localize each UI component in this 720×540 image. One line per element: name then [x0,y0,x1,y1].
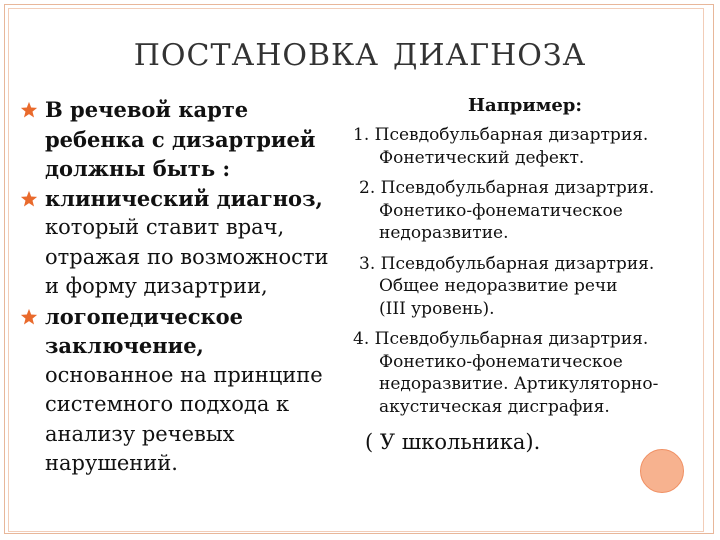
bullet-item-speech-card [18,95,348,184]
item3-line-3: анализу речевых [45,421,235,446]
item2-line-1: который ставит врач, [45,215,285,239]
example-1 [345,124,705,169]
example-2-line-2: Фонетико-фонематическое [379,200,623,221]
example-4-line-4: акустическая дисграфия. [379,396,610,417]
decorative-circle [640,449,684,493]
right-column [345,94,705,454]
item3-line-2: системного подхода к [45,392,290,416]
bullet-item-clinical-diagnosis [18,184,348,302]
star-bullet-icon [20,308,38,326]
example-1-line-2: Фонетический дефект. [379,147,585,168]
slide-title [0,38,720,73]
example-3-line-1: 3. Псевдобульбарная дизартрия. [359,253,655,274]
star-bullet-icon [20,190,38,208]
example-4-line-2: Фонетико-фонематическое [379,351,623,372]
title-part-2: ДИАГНОЗА [392,38,587,73]
example-4-line-1: 4. Псевдобульбарная дизартрия. [353,329,649,349]
examples-heading: Например: [467,95,583,116]
school-note: ( У школьника). [365,430,541,454]
title-part-1: ПОСТАНОВКА [133,38,379,73]
example-2-line-1: 2. Псевдобульбарная дизартрия. [359,178,655,198]
item2-bold-line-1: клинический диагноз, [45,185,323,211]
item1-line-2: ребенка с дизартрией [45,126,316,152]
example-4-line-3: недоразвитие. Артикуляторно- [379,374,659,394]
example-4 [345,328,705,418]
bullet-item-speech-therapy-conclusion [18,302,348,479]
item2-line-2: отражая по возможности [45,244,329,269]
star-bullet-icon [20,101,38,119]
left-column [18,95,348,479]
example-1-line-1: 1. Псевдобульбарная дизартрия. [353,125,649,145]
example-3-line-3: (III уровень). [379,298,495,319]
example-3-line-2: Общее недоразвитие речи [379,276,618,296]
example-2-line-3: недоразвитие. [379,223,509,243]
item3-line-4: нарушений. [45,451,178,475]
item3-line-1: основанное на принципе [45,362,323,387]
item1-line-1: В речевой карте [45,97,249,122]
item2-line-3: и форму дизартрии, [45,274,268,298]
item3-bold-line-2: заключение, [45,333,204,358]
example-3 [345,253,705,321]
item1-line-3: должны быть : [45,156,231,181]
item3-bold-line-1: логопедическое [45,303,244,329]
example-2 [345,177,705,245]
